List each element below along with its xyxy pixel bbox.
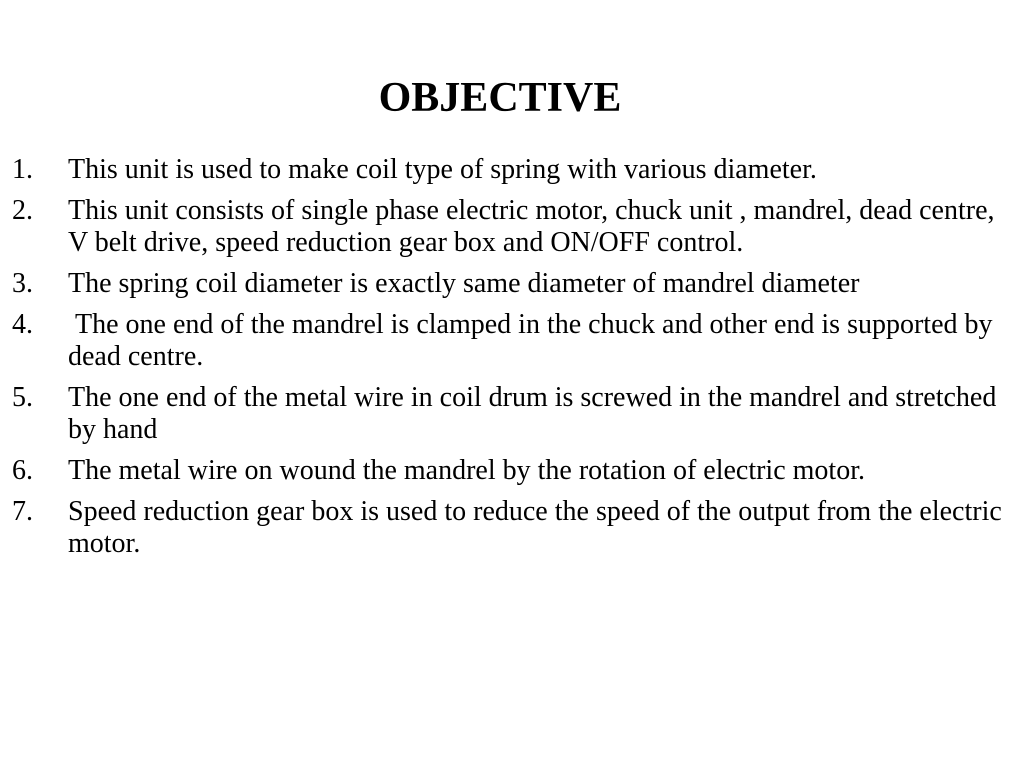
list-item-number: 7. — [12, 496, 33, 527]
list-item-number: 5. — [12, 382, 33, 413]
objective-list — [0, 154, 1020, 569]
list-item-text: Speed reduction gear box is used to reduce the speed of the output from the electric motor. — [68, 496, 1002, 559]
list-item-text: This unit is used to make coil type of spring with various diameter. — [68, 154, 817, 185]
list-item — [0, 382, 1020, 446]
slide-title: OBJECTIVE — [378, 75, 622, 121]
list-item-text: The one end of the metal wire in coil drum is screwed in the mandrel and stretched by hand — [68, 382, 997, 445]
list-item-text: The one end of the mandrel is clamped in the chuck and other end is supported by dead centre. — [68, 309, 1000, 372]
list-item-number: 1. — [12, 154, 33, 185]
list-item — [0, 195, 1020, 259]
list-item-number: 3. — [12, 268, 33, 299]
list-item-text: The spring coil diameter is exactly same diameter of mandrel diameter — [68, 268, 860, 299]
list-item — [0, 154, 1020, 186]
list-item-number: 6. — [12, 455, 33, 486]
list-item-number: 2. — [12, 195, 33, 226]
list-item — [0, 268, 1020, 300]
list-item — [0, 496, 1020, 560]
list-item-number: 4. — [12, 309, 33, 340]
list-item-text: This unit consists of single phase electric motor, chuck unit , mandrel, dead centre, V belt drive, speed reduction gear box and ON/OFF control. — [68, 195, 995, 258]
list-item-text: The metal wire on wound the mandrel by the rotation of electric motor. — [68, 455, 865, 486]
list-item — [0, 455, 1020, 487]
list-item — [0, 309, 1020, 373]
